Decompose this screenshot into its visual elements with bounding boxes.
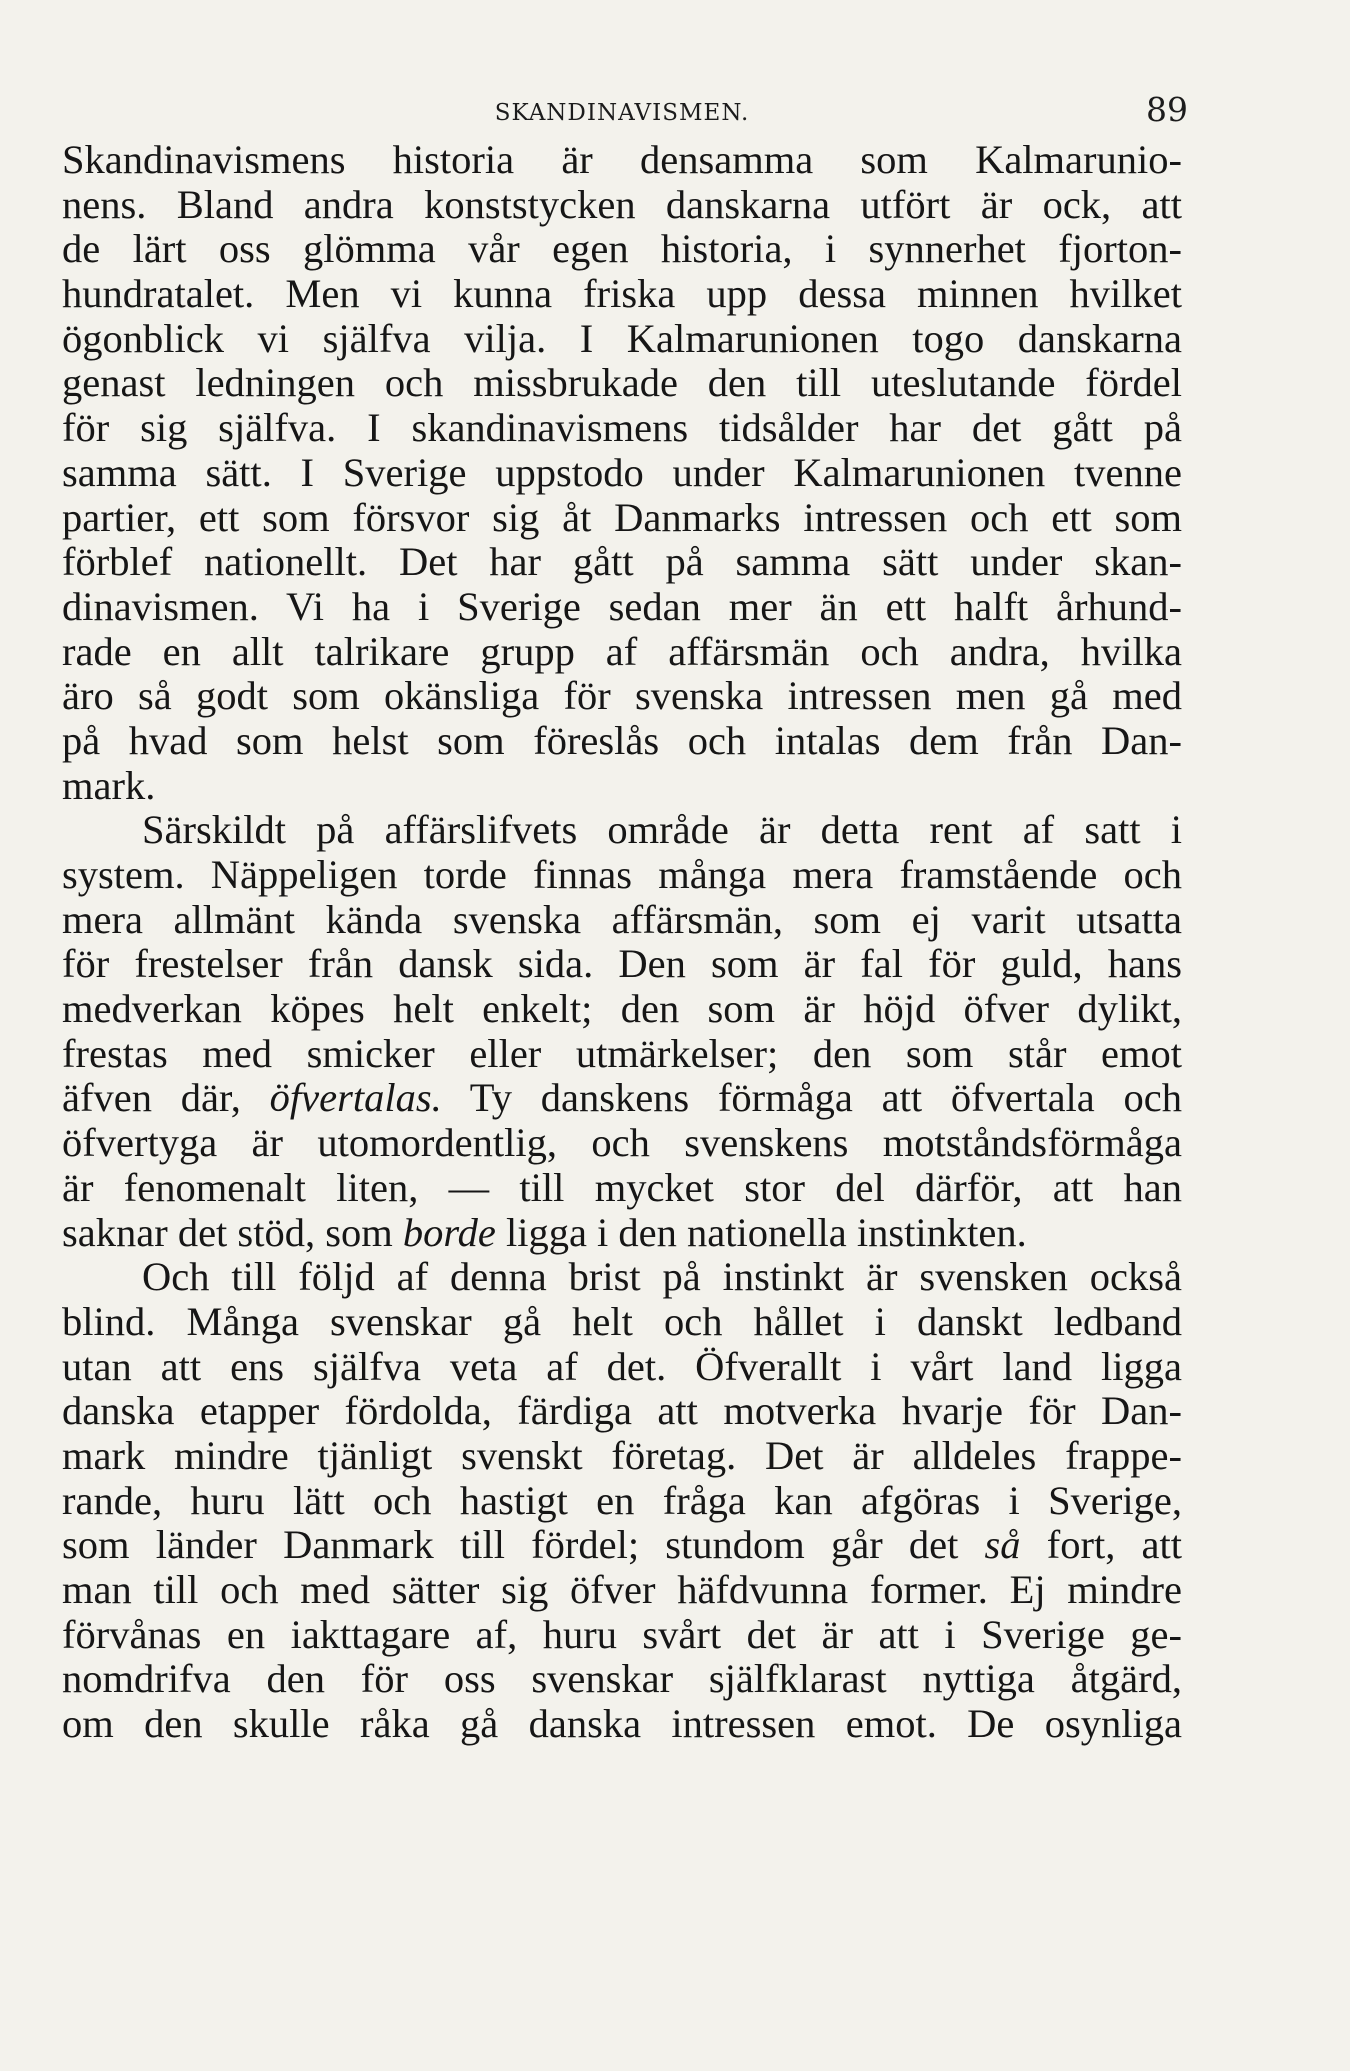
text-line: öfvertyga är utomordentlig, och svenskens motståndsförmåga — [62, 1121, 1182, 1166]
text-line: mark. — [62, 763, 156, 808]
text-line: saknar det stöd, som borde ligga i den nationella instinkten. — [62, 1210, 1027, 1255]
text-line: danska etapper fördolda, färdiga att motverka hvarje för Dan- — [62, 1389, 1182, 1434]
text-line: nomdrifva den för oss svenskar själfklarast nyttiga åtgärd, — [62, 1657, 1182, 1702]
running-title: SKANDINAVISMEN. — [494, 100, 750, 126]
text-line: blind. Många svenskar gå helt och hållet i danskt ledband — [62, 1299, 1182, 1344]
text-line: dinavismen. Vi ha i Sverige sedan mer än ett halft århund- — [62, 584, 1182, 629]
text-line: Och till följd af denna brist på instinkt är svensken också — [142, 1255, 1182, 1300]
text-line: de lärt oss glömma vår egen historia, i synnerhet fjorton- — [62, 227, 1182, 272]
text-line: Skandinavismens historia är densamma som Kalmarunio- — [62, 138, 1182, 182]
text-line: system. Näppeligen torde finnas många mera framstående och — [62, 853, 1182, 897]
text-line: ögonblick vi själfva vilja. I Kalmarunionen togo danskarna — [62, 316, 1182, 361]
emphasis: så — [984, 1523, 1021, 1568]
text-line: utan att ens själfva veta af det. Öfverallt i vårt land ligga — [62, 1344, 1182, 1389]
text-line: för frestelser från dansk sida. Den som är fal för guld, hans — [62, 942, 1182, 987]
emphasis: öfvertalas. — [269, 1076, 442, 1121]
text-line: rande, huru lätt och hastigt en fråga kan afgöras i Sverige, — [62, 1478, 1182, 1523]
page-number: 89 — [1146, 90, 1188, 129]
text-line: medverkan köpes helt enkelt; den som är höjd öfver dylikt, — [62, 987, 1182, 1032]
text-line: frestas med smicker eller utmärkelser; den som står emot — [62, 1031, 1182, 1076]
text-line: äfven där, öfvertalas. Ty danskens förmåga att öfvertala och — [62, 1076, 1182, 1121]
text-line: förvånas en iakttagare af, huru svårt det är att i Sverige ge- — [62, 1612, 1182, 1657]
text-line: man till och med sätter sig öfver häfdvunna former. Ej mindre — [62, 1568, 1182, 1612]
text-line: nens. Bland andra konststycken danskarna utfört är ock, att — [62, 182, 1182, 227]
body-text — [62, 138, 1182, 1747]
text-line: genast ledningen och missbrukade den till uteslutande fördel — [62, 361, 1182, 406]
text-line: Särskildt på affärslifvets område är detta rent af satt i — [142, 808, 1182, 853]
text-line: rade en allt talrikare grupp af affärsmän och andra, hvilka — [62, 629, 1182, 674]
text-line: äro så godt som okänsliga för svenska intressen men gå med — [62, 674, 1182, 719]
text-line: partier, ett som försvor sig åt Danmarks intressen och ett som — [62, 495, 1182, 540]
text-line: på hvad som helst som föreslås och intalas dem från Dan- — [62, 718, 1182, 763]
text-line: mera allmänt kända svenska affärsmän, som ej varit utsatta — [62, 897, 1182, 942]
text-line: för sig själfva. I skandinavismens tidsålder har det gått på — [62, 406, 1182, 451]
text-line: hundratalet. Men vi kunna friska upp dessa minnen hvilket — [62, 272, 1182, 317]
text-line: förblef nationellt. Det har gått på samma sätt under skan- — [62, 540, 1182, 585]
text-line: är fenomenalt liten, — till mycket stor del därför, att han — [62, 1165, 1182, 1210]
text-line: mark mindre tjänligt svenskt företag. Det är alldeles frappe- — [62, 1433, 1182, 1478]
text-line: som länder Danmark till fördel; stundom går det så fort, att — [62, 1523, 1182, 1568]
page-header — [62, 88, 1188, 129]
text-line: samma sätt. I Sverige uppstodo under Kalmarunionen tvenne — [62, 450, 1182, 495]
emphasis: borde — [402, 1210, 496, 1255]
text-line: om den skulle råka gå danska intressen emot. De osynliga — [62, 1702, 1182, 1747]
